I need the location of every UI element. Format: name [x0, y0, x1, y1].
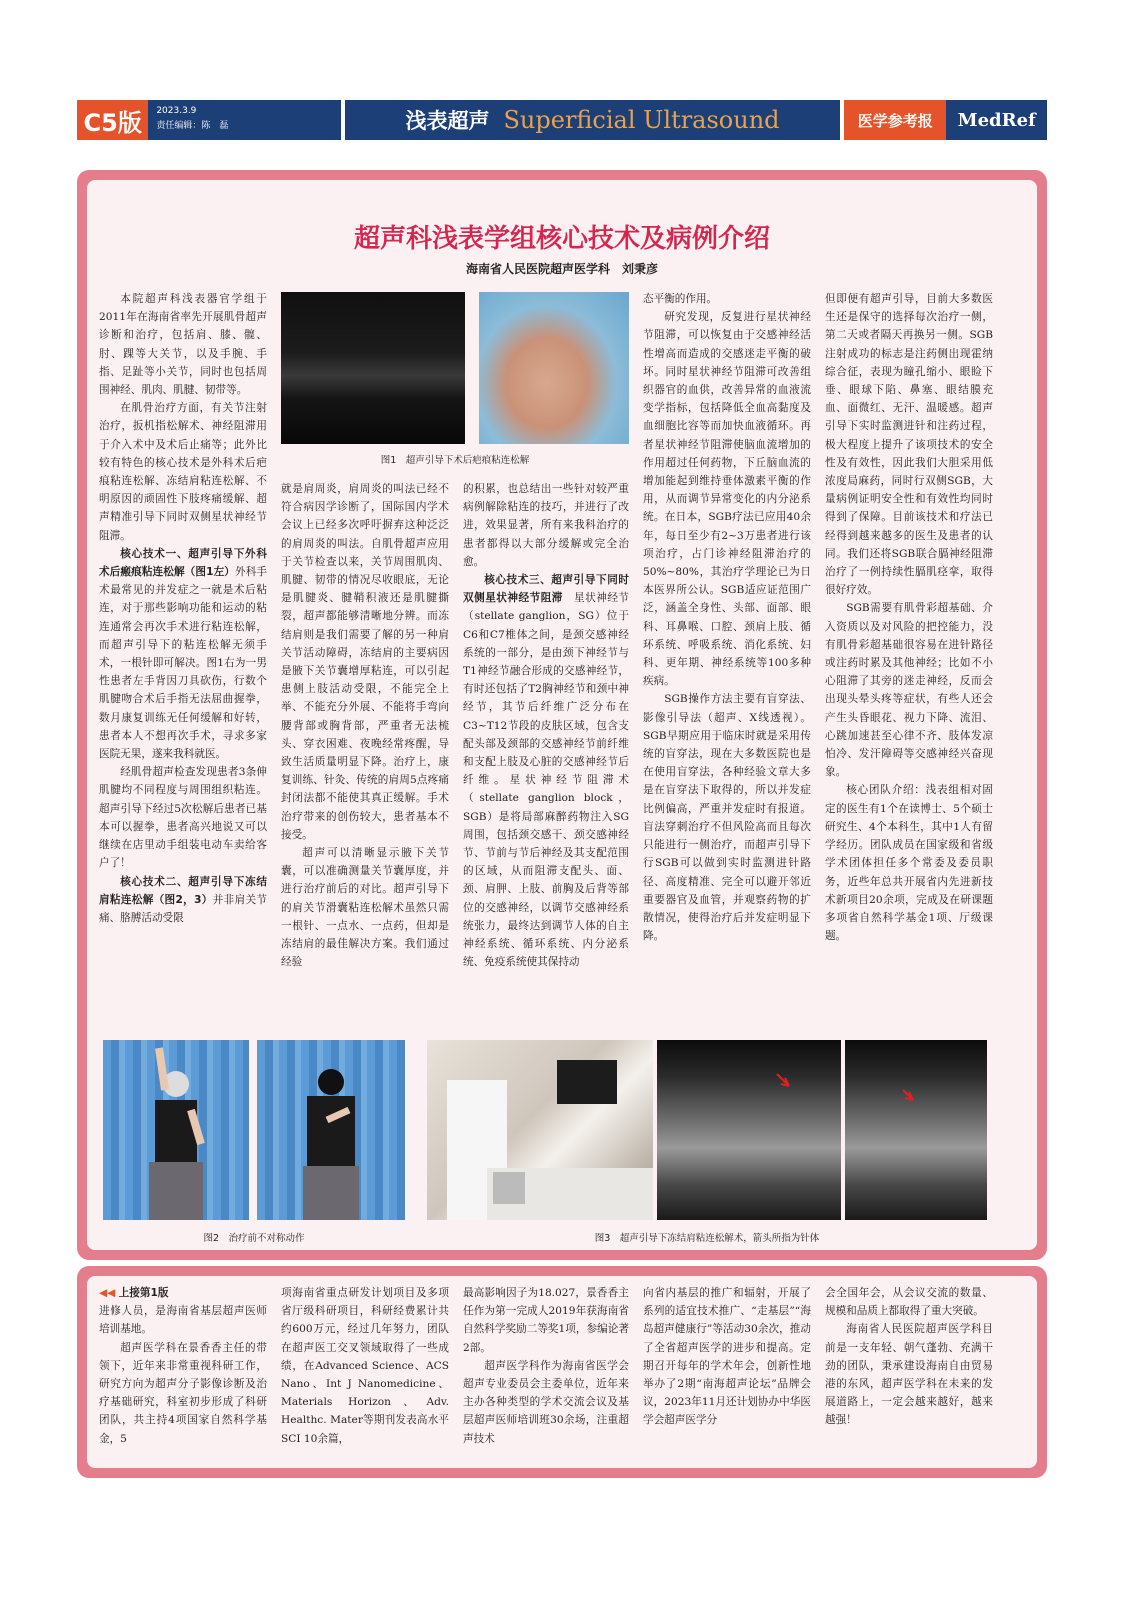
paragraph	[99, 545, 267, 763]
paragraph: 海南省人民医院超声医学科目前是一支年轻、朝气蓬勃、充满干劲的团队，秉承建设海南自由贸易港的东风，超声医学科在未来的发展道路上，一定会越来越好，越来越强！	[825, 1323, 993, 1427]
paragraph: SGB操作方法主要有盲穿法、影像引导法（超声、X线透视）。SGB早期应用于临床时就是采用传统的盲穿法，现在大多数医院也是在使用盲穿法，各种经验文章大多是在盲穿法下取得的，所以并发症比例偏高，严重并发症时有报道。盲法穿刺治疗不但风险高而且每次只能进行一侧治疗，而超声引导下行SGB可以做到实时监测进针路径、高度精准、完全可以避开邻近重要器官及血管，并观察药物的扩散情况，使得治疗后并发症明显下降。	[643, 693, 811, 943]
article-box	[77, 170, 1047, 1260]
edition-badge: C5版	[77, 100, 148, 140]
paragraph: 进修人员，是海南省基层超声医师培训基地。	[99, 1305, 267, 1336]
section-title-en: Superficial Ultrasound	[503, 106, 780, 134]
paragraph: 向省内基层的推广和辐射，开展了系列的适宜技术推广、“走基层”“海岛超声健康行”等活动30余次，推动了全省超声医学的进步和提高。定期召开每年的学术年会，创新性地举办了2期“南海超声论坛”品牌会议，2023年11月还计划协办中华医学会超声医学分	[643, 1287, 811, 1427]
subheading: 核心技术一、超声引导下外科术后瘢痕粘连松解（图1左）	[99, 547, 267, 579]
figure-1-caption: 图1 超声引导下术后疤痕粘连松解	[380, 455, 530, 466]
article-column-2	[281, 480, 449, 971]
figure-2-photo-left	[103, 1040, 249, 1220]
continued-column-3	[463, 1284, 629, 1448]
paragraph: 会全国年会，从会议交流的数量、规模和品质上都取得了重大突破。	[825, 1287, 993, 1318]
paragraph-text: 星状神经节（stellate ganglion，SG）位于C6和C7椎体之间，是颈交感神经系统的一部分，是由颈下神经节与T1神经节融合形成的交感神经节，有时还包括了T2胸神经节和颈中神经节，其节后纤维广泛分布在C3~T12节段的皮肤区域，包含支配头部及颈部的交感神经节前纤维和支配上肢及心脏的交感神经节后纤维。星状神经节阻滞术（stellate ganglion block，SGB）是将局部麻醉药物注入SG周围，包括颈交感干、颈交感神经节、节前与节后神经及其支配范围的区域，从而阻滞支配头、面、颈、肩胛、上肢、前胸及后背等部位的交感神经，以调节交感神经系统张力，最终达到调节人体的自主神经系统、循环系统、内分泌系统、免疫系统使其保持动	[463, 592, 630, 969]
clinic-scene-illustration	[427, 1040, 653, 1220]
figure-2-caption: 图2 治疗前不对称动作	[203, 1233, 305, 1244]
red-arrow-icon	[845, 1040, 987, 1220]
paragraph: 的积累，也总结出一些针对较严重病例解除粘连的技巧，并进行了改进，效果显著，所有来我科治疗的患者都得以大部分缓解或完全治愈。	[463, 483, 629, 568]
paragraph: SGB需要有肌骨彩超基础、介入资质以及对风险的把控能力，没有肌骨彩超基础很容易在进针路径或注药时累及其他神经；比如不小心阻滞了其旁的迷走神经，反而会出现头晕头疼等症状，有些人还会产生头昏眼花、视力下降、流泪、心跳加速甚至心律不齐、肢体发凉怕冷、发汗障碍等交感神经兴奋现象。	[825, 602, 993, 779]
paragraph: 最高影响因子为18.027，景香香主任作为第一完成人2019年获海南省自然科学奖励二等奖1项，参编论著2部。	[463, 1287, 629, 1354]
paragraph: 态平衡的作用。	[643, 293, 718, 305]
paragraph: 但即便有超声引导，目前大多数医生还是保守的选择每次治疗一侧，第二天或者隔天再换另一侧。SGB注射成功的标志是注药侧出现霍纳综合征，表现为瞳孔缩小、眼睑下垂、眼球下陷、鼻塞、眼结膜充血、面微红、无汗、温暖感。超声引导下实时监测进针和注药过程，极大程度上提升了该项技术的安全性及有效性，因此我们大胆采用低浓度局麻药，同时行双侧SGB，大量病例证明安全性和有效性均同时得到了保障。目前该技术和疗法已经得到越来越多的医生及患者的认同。我们还将SGB联合膈神经阻滞治疗了一例持续性膈肌痉挛，取得很好疗效。	[825, 293, 993, 597]
figure-2-photo-right	[257, 1040, 405, 1220]
paragraph-text: 外科手术最常见的并发症之一就是术后粘连，对于那些影响功能和运动的粘连通常会再次手术进行粘连松解，而超声引导下的粘连松解无须手术，一根针即可解决。图1右为一男性患者左手背因刀具砍伤，行数个肌腱吻合术后手指无法屈曲握拳，数月康复训练无任何缓解和好转，患者本人不想再次手术，寻求多家医院无果，遂来我科就医。	[99, 566, 268, 761]
article-column-1	[99, 290, 267, 927]
brand-cn: 医学参考报	[844, 100, 946, 140]
paragraph: 超声可以清晰显示腋下关节囊，可以准确测量关节囊厚度，并进行治疗前后的对比。超声引导下的肩关节滑囊粘连松解术虽然只需一根针、一点水、一点药，但却是冻结肩的最佳解决方案。我们通过经验	[281, 847, 449, 969]
paragraph: 在肌骨治疗方面，有关节注射治疗，扳机指松解术、神经阻滞用于介入术中及术后止痛等；此外比较有特色的核心技术是外科术后疤痕粘连松解、冻结肩粘连松解、不明原因的顽固性下肢疼痛缓解、超声精准引导下同时双侧星状神经节阻滞。	[99, 402, 267, 542]
continued-box	[77, 1266, 1047, 1478]
figure-3-clinic-photo	[427, 1040, 653, 1220]
subheading: 核心技术三、超声引导下同时双侧星状神经节阻滞	[463, 574, 629, 605]
article-column-4	[643, 290, 811, 945]
figure-1-ultrasound-image	[281, 292, 465, 444]
figure-3-ultrasound-1	[657, 1040, 841, 1220]
article-column-5	[825, 290, 993, 945]
red-arrow-icon	[657, 1040, 841, 1220]
continued-column-1	[99, 1284, 267, 1448]
double-left-arrow-icon: ◀◀	[99, 1287, 116, 1299]
patient-figure-illustration	[257, 1040, 405, 1220]
continued-panel	[87, 1276, 1037, 1468]
issue-editor: 责任编辑：陈 磊	[156, 121, 229, 131]
article-byline: 海南省人民医院超声医学科 刘秉彦	[465, 262, 658, 276]
paragraph	[99, 873, 267, 928]
paragraph: 研究发现，反复进行星状神经节阻滞，可以恢复由于交感神经活性增高而造成的交感迷走平衡的破坏。同时星状神经节阻滞可改善组织器官的血供，改善异常的血液流变学指标，包括降低全血高黏度及血细胞比容等而加快血液循环。再者星状神经节阻滞使脑血流增加的作用超过任何药物，下丘脑血流的增加能起到维持垂体激素平衡的作用，从而调节异常变化的内分泌系统。在日本，SGB疗法已应用40余年，每日至少有2~3万患者进行该项治疗，占门诊神经阻滞治疗的50%~80%，其治疗学理论已为日本医界所公认。SGB适应证范围广泛，涵盖全身性、头部、面部、眼科、耳鼻喉、口腔、颈肩上肢、循环系统、呼吸系统、消化系统、妇科、更年期、神经系统等100多种疾病。	[643, 311, 811, 688]
brand-en: MedRef	[946, 100, 1047, 140]
paragraph: 经肌骨超声检查发现患者3条伸肌腱均不同程度与周围组织粘连。超声引导下经过5次松解后患者已基本可以握拳，患者高兴地说又可以继续在店里动手组装电动车卖给客户了！	[99, 766, 267, 870]
page-header	[77, 100, 1047, 140]
article-column-3	[463, 480, 629, 971]
paragraph: 就是肩周炎，肩周炎的叫法已经不符合病因学诊断了，国际国内学术会议上已经多次呼吁摒弃这种泛泛的肩周炎的叫法。自肌骨超声应用于关节检查以来，关节周围肌肉、肌腱、韧带的情况尽收眼底，无论是肌腱炎、腱鞘积液还是肌腱撕裂，超声都能够清晰地分辨。而冻结肩则是我们需要了解的另一种肩关节活动障碍，冻结肩的主要病因是腋下关节囊增厚粘连，可以引起患侧上肢活动受限，不能完全上举、不能充分外展、不能将手弯向腰背部或胸背部，严重者无法梳头、穿衣困难、夜晚经常疼醒，导致生活质量明显下降。治疗上，康复训练、针灸、传统的肩周5点疼痛封闭法都不能使其真正缓解。手术治疗带来的创伤较大，患者基本不接受。	[281, 483, 449, 841]
paragraph: 本院超声科浅表器官学组于2011年在海南省率先开展肌骨超声诊断和治疗，包括肩、膝、髋、肘、踝等大关节，以及手腕、手指、足趾等小关节，同时也包括周围神经、肌肉、肌腱、韧带等。	[99, 293, 267, 397]
figure-3-ultrasound-2	[845, 1040, 987, 1220]
paragraph: 项海南省重点研发计划项目及多项省厅级科研项目，科研经费累计共约600万元，经过几年努力，团队在超声医工交叉领域取得了一些成绩，在Advanced Science、ACS Nano、Int J Nanomedicine、Materials Horizon、Adv. Healthc. Mater等期刊发表高水平SCI 10余篇，	[281, 1287, 449, 1445]
subheading: 核心技术二、超声引导下冻结肩粘连松解（图2，3）	[99, 875, 267, 906]
figure-1-hand-photo	[479, 292, 629, 444]
paragraph: 核心团队介绍：浅表组相对固定的医生有1个在读博士、5个硕士研究生、4个本科生，其中1人有留学经历。团队成员在国家级和省级学术团体担任多个常委及委员职务，近些年总共开展省内先进新技术新项目20余项，完成及在研课题多项省自然科学基金1项、厅级课题。	[825, 784, 993, 943]
continued-column-2	[281, 1284, 449, 1448]
figure-3-caption: 图3 超声引导下冻结肩粘连松解术，箭头所指为针体	[594, 1233, 820, 1244]
continued-label: ◀◀ 上接第1版	[99, 1287, 169, 1299]
paragraph: 超声医学科作为海南省医学会超声专业委员会主委单位，近年来主办各种类型的学术交流会议及基层超声医师培训班30余场，注重超声技术	[463, 1359, 629, 1445]
continued-column-4	[643, 1284, 811, 1430]
article-title: 超声科浅表学组核心技术及病例介绍	[353, 224, 770, 254]
section-title-cn: 浅表超声	[405, 109, 490, 133]
article-panel	[87, 180, 1037, 1250]
issue-date: 2023.3.9	[156, 106, 197, 116]
continued-column-5	[825, 1284, 993, 1430]
paragraph-text: 并非肩关节痛、胳膊活动受限	[99, 893, 268, 924]
paragraph: 超声医学科在景香香主任的带领下，近年来非常重视科研工作，研究方向为超声分子影像诊断及治疗基础研究，科室初步形成了科研团队，共主持4项国家自然科学基金，5	[99, 1341, 267, 1445]
issue-meta	[148, 100, 341, 140]
section-title	[345, 100, 841, 140]
paragraph	[463, 571, 629, 971]
patient-figure-illustration	[103, 1040, 249, 1220]
